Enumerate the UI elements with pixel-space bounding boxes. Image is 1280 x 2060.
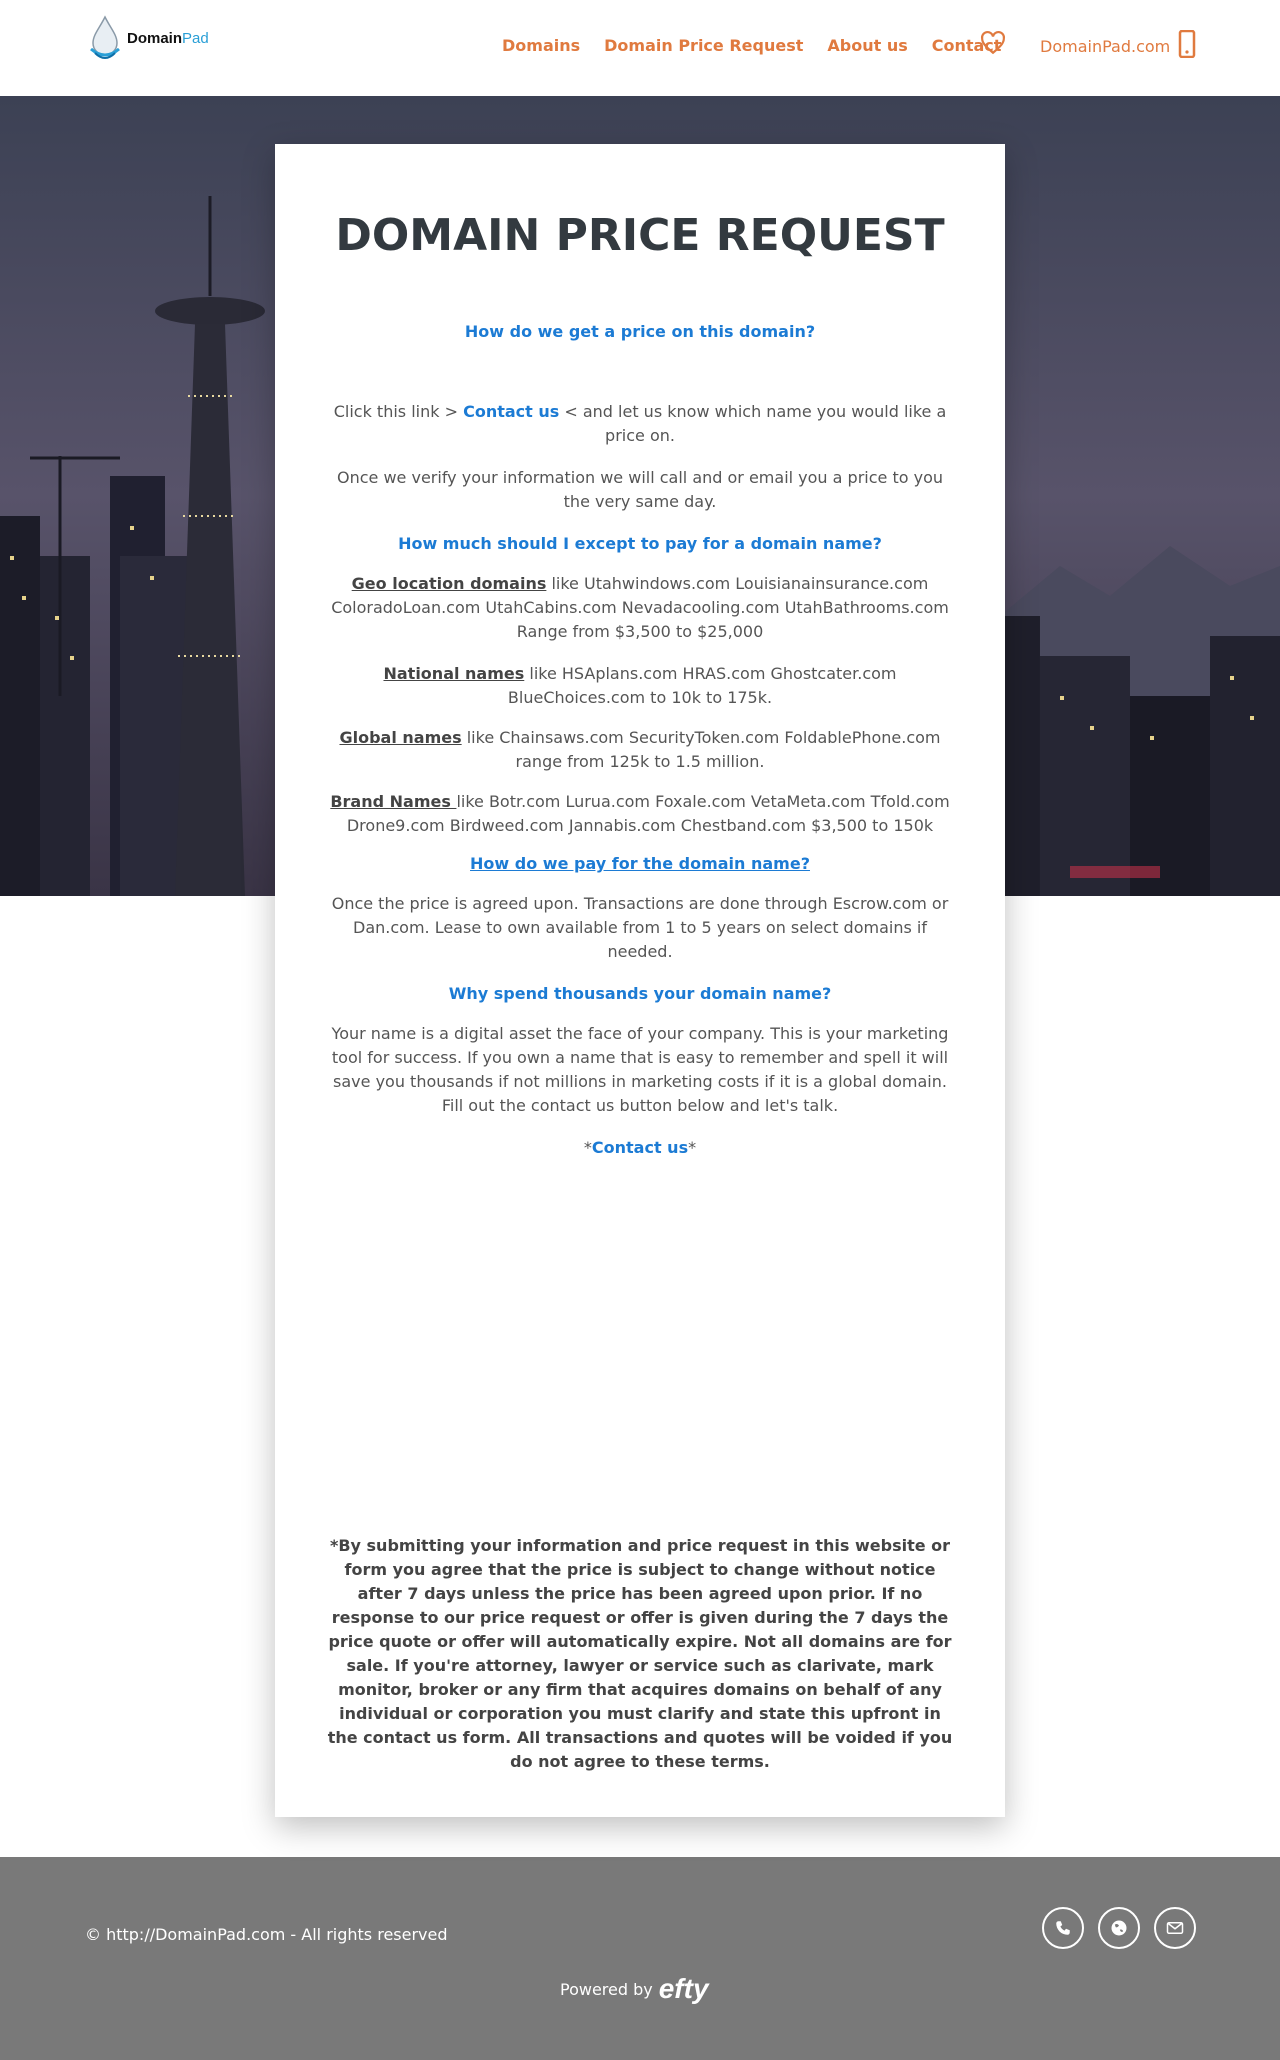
- nav-contact[interactable]: Contact: [931, 36, 1002, 55]
- brand-names-label: Brand Names: [330, 792, 457, 811]
- email-icon[interactable]: [1154, 1907, 1196, 1949]
- logo-text: DomainPad: [127, 29, 209, 47]
- question-how-pay: [325, 852, 955, 876]
- contact-us-bottom-link[interactable]: Contact us: [591, 1138, 689, 1157]
- paragraph-verify: Once we verify your information we will call and or email you a price to you the very same day.: [337, 468, 943, 511]
- paragraph-brand-names: Brand Names like Botr.com Lurua.com Foxale.com VetaMeta.com Tfold.com Drone9.com Birdweed.com Jannabis.com Chestband.com $3,500 to 150k: [330, 792, 950, 835]
- page-title: DOMAIN PRICE REQUEST: [335, 210, 945, 261]
- main-nav: [502, 36, 1025, 55]
- nav-about-us[interactable]: About us: [827, 36, 908, 55]
- paragraph-global-names: Global names like Chainsaws.com SecurityToken.com FoldablePhone.com range from 125k to 1.5 million.: [339, 728, 941, 771]
- contact-us-line: *Contact us*: [583, 1138, 697, 1157]
- site-link[interactable]: DomainPad.com: [1040, 37, 1171, 56]
- nav-domain-price-request[interactable]: Domain Price Request: [604, 36, 804, 55]
- logo[interactable]: [87, 12, 217, 64]
- content-card: [275, 144, 1005, 1817]
- how-pay-link[interactable]: How do we pay for the domain name?: [470, 854, 810, 873]
- global-names-label: Global names: [339, 728, 462, 747]
- phone-icon[interactable]: [1042, 1907, 1084, 1949]
- terms-notice: *By submitting your information and price request in this website or form you agree that the price is subject to change without notice after 7 days unless the price has been agreed upon prior. If no response to our price request or offer is given during the 7 days the price quote or offer will automatically expire. Not all domains are for sale. If you're attorney, lawyer or service such as clarivate, mark monitor, broker or any firm that acquires domains on behalf of any individual or corporation you must clarify and state this upfront in the contact us form. All transactions and quotes will be voided if you do not agree to these terms.: [327, 1536, 953, 1771]
- paragraph-national-names: National names like HSAplans.com HRAS.com Ghostcater.com BlueChoices.com to 10k to 175k.: [383, 664, 897, 707]
- contact-us-link[interactable]: Contact us: [463, 402, 560, 421]
- globe-icon[interactable]: [1098, 1907, 1140, 1949]
- site-header: [0, 0, 1280, 96]
- logo-drop-icon: [87, 13, 123, 63]
- geo-domains-label: Geo location domains: [351, 574, 547, 593]
- paragraph-click-link: Click this link > Contact us < and let us know which name you would like a price on.: [333, 402, 947, 445]
- question-get-price: How do we get a price on this domain?: [464, 322, 816, 341]
- efty-logo: efty: [658, 1973, 709, 2004]
- question-how-much: How much should I except to pay for a domain name?: [398, 534, 882, 553]
- paragraph-transactions: Once the price is agreed upon. Transactions are done through Escrow.com or Dan.com. Lease to own available from 1 to 5 years on select domains if needed.: [331, 894, 949, 961]
- footer-icons: [1042, 1907, 1210, 1949]
- paragraph-geo-domains: Geo location domains like Utahwindows.com Louisianainsurance.com ColoradoLoan.com UtahCabins.com Nevadacooling.com UtahBathrooms.com Range from $3,500 to $25,000: [331, 574, 949, 641]
- powered-by[interactable]: Powered by efty: [560, 1973, 709, 2004]
- copyright-text: © http://DomainPad.com - All rights reserved: [85, 1925, 448, 1944]
- site-footer: [0, 1857, 1280, 2060]
- national-names-label: National names: [383, 664, 525, 683]
- heart-icon[interactable]: [980, 30, 1006, 56]
- mobile-phone-icon[interactable]: [1178, 30, 1196, 58]
- nav-domains[interactable]: Domains: [502, 36, 581, 55]
- question-why-spend: Why spend thousands your domain name?: [448, 984, 832, 1003]
- paragraph-digital-asset: Your name is a digital asset the face of your company. This is your marketing tool for success. If you own a name that is easy to remember and spell it will save you thousands if not millions in marketing costs if it is a global domain. Fill out the contact us button below and let's talk.: [331, 1024, 949, 1115]
